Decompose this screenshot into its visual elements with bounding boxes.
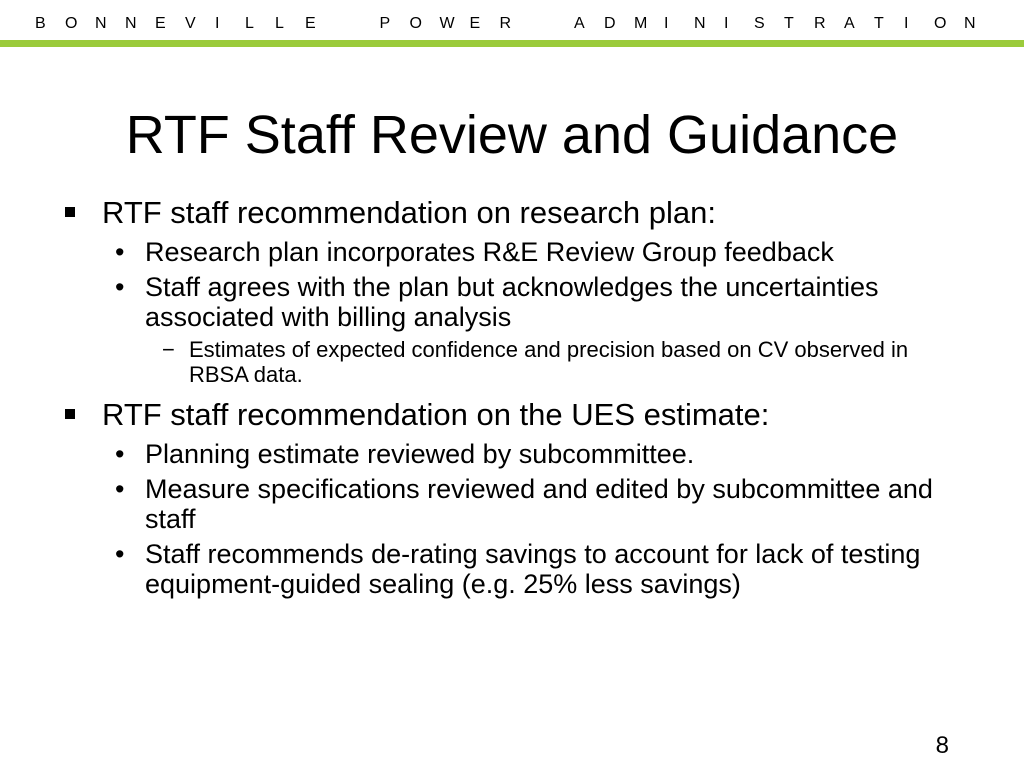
brand-letter: T (784, 15, 794, 32)
bullet-text: RTF staff recommendation on research plan: (102, 195, 716, 230)
brand-letter: O (409, 15, 422, 32)
bullet-level-2 (115, 539, 960, 599)
bullet-text: Estimates of expected confidence and precision based on CV observed in RBSA data. (189, 337, 909, 387)
brand-letter: E (305, 15, 316, 32)
dot-bullet-icon: • (115, 439, 125, 469)
brand-letter: N (125, 15, 137, 32)
brand-letter: R (814, 15, 826, 32)
header-brand (0, 13, 1024, 35)
brand-letter: M (634, 15, 648, 32)
bullet-level-3 (162, 337, 960, 387)
brand-letter: O (934, 15, 947, 32)
page-number: 8 (935, 732, 949, 759)
slide-content (60, 195, 960, 604)
bullet-level-2 (115, 439, 960, 469)
brand-letter: E (155, 15, 166, 32)
brand-letter: I (724, 15, 729, 32)
brand-word-power (380, 15, 530, 33)
dot-bullet-icon: • (115, 272, 125, 302)
bullet-level-2 (115, 237, 960, 267)
brand-letter: W (439, 15, 455, 32)
brand-letter: D (604, 15, 616, 32)
brand-letter: S (754, 15, 765, 32)
bullet-level-2 (115, 272, 960, 332)
bullet-level-2 (115, 474, 960, 534)
bullet-text: Research plan incorporates R&E Review Group feedback (145, 237, 834, 267)
brand-letter: A (574, 15, 585, 32)
dot-bullet-icon: • (115, 474, 125, 504)
brand-letter: L (245, 15, 254, 32)
brand-letter: I (215, 15, 220, 32)
bullet-text: Staff recommends de-rating savings to account for lack of testing equipment-guided sealing (e.g. 25% less savings) (145, 539, 921, 599)
bullet-text: RTF staff recommendation on the UES estimate: (102, 397, 770, 432)
square-bullet-icon (65, 409, 75, 419)
brand-letter: N (964, 15, 976, 32)
brand-letter: L (275, 15, 284, 32)
dot-bullet-icon: • (115, 539, 125, 569)
brand-word-administration (574, 15, 994, 33)
brand-letter: R (499, 15, 512, 32)
brand-letter: V (185, 15, 196, 32)
dot-bullet-icon: • (115, 237, 125, 267)
brand-letter: I (664, 15, 669, 32)
brand-word-bonneville (35, 15, 335, 33)
brand-letter: A (844, 15, 855, 32)
dash-bullet-icon: − (162, 337, 175, 362)
bullet-text: Planning estimate reviewed by subcommittee. (145, 439, 695, 469)
bullet-level-1 (60, 195, 960, 231)
brand-letter: N (95, 15, 107, 32)
brand-letter: T (874, 15, 884, 32)
brand-letter: I (904, 15, 909, 32)
bullet-text: Measure specifications reviewed and edited by subcommittee and staff (145, 474, 933, 534)
square-bullet-icon (65, 207, 75, 217)
brand-letter: E (469, 15, 481, 32)
brand-letter: P (379, 15, 391, 32)
brand-letter: O (65, 15, 78, 32)
bullet-level-1 (60, 397, 960, 433)
bullet-text: Staff agrees with the plan but acknowledges the uncertainties associated with billing analysis (145, 272, 879, 332)
brand-letter: N (694, 15, 706, 32)
slide-title: RTF Staff Review and Guidance (125, 105, 899, 165)
accent-bar (0, 40, 1024, 47)
brand-letter: B (35, 15, 46, 32)
